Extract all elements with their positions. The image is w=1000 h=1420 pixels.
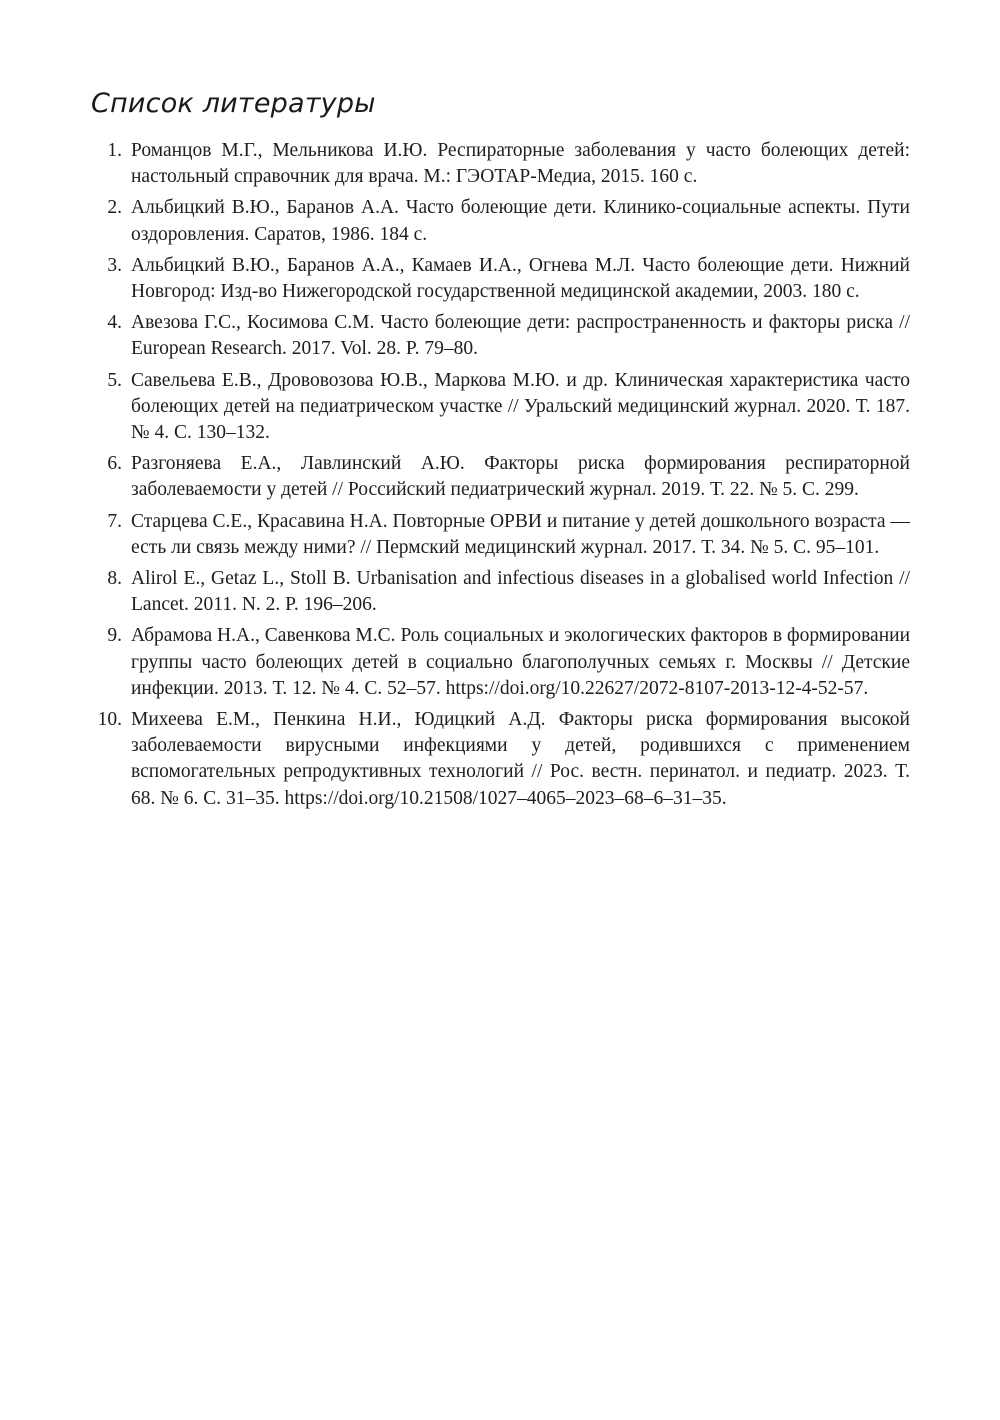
reference-item <box>92 451 910 503</box>
reference-number: 1. <box>107 140 122 161</box>
reference-text: Alirol E., Getaz L., Stoll B. Urbanisation and infectious diseases in a globalised world Infection // Lancet. 2011. N. 2. P. 196–206. <box>131 568 910 616</box>
reference-number: 6. <box>107 453 122 475</box>
section-heading: Список литературы <box>91 88 376 119</box>
reference-item <box>92 195 910 247</box>
reference-item <box>92 566 910 618</box>
reference-text: Альбицкий В.Ю., Баранов А.А. Часто болеющие дети. Клинико-социальные аспекты. Пути оздоровления. Саратов, 1986. 184 с. <box>131 197 910 245</box>
reference-number: 7. <box>107 510 122 532</box>
reference-text: Абрамова Н.А., Савенкова М.С. Роль социальных и экологических факторов в формировании группы часто болеющих детей в социально благополучных семьях г. Москвы // Детские инфекции. 2013. Т. 12. № 4. С. 52–57. https://doi.org/10.22627/2072-8107-2013-12-4-52-57. <box>131 625 910 699</box>
reference-text: Михеева Е.М., Пенкина Н.И., Юдицкий А.Д. Факторы риска формирования высокой заболеваемости вирусными инфекциями у детей, родившихся с применением вспомогательных репродуктивных технологий // Рос. вестн. перинатол. и педиатр. 2023. Т. 68. № 6. С. 31–35. https://doi.org/10.21508/1027–4065–2023–68–6–31–35. <box>131 709 910 809</box>
reference-item <box>92 707 910 812</box>
reference-number: 5. <box>107 369 122 391</box>
reference-text: Старцева С.Е., Красавина Н.А. Повторные ОРВИ и питание у детей дошкольного возраста — есть ли связь между ними? // Пермский медицинский журнал. 2017. Т. 34. № 5. С. 95–101. <box>131 510 910 558</box>
reference-item <box>92 310 910 362</box>
reference-text: Савельева Е.В., Дрововозова Ю.В., Маркова М.Ю. и др. Клиническая характеристика часто болеющих детей на педиатрическом участке // Уральский медицинский журнал. 2020. Т. 187. № 4. С. 130–132. <box>131 369 910 444</box>
reference-item <box>92 138 910 190</box>
reference-text: Разгоняева Е.А., Лавлинский А.Ю. Факторы риска формирования респираторной заболеваемости у детей // Российский педиатрический журнал. 2019. Т. 22. № 5. С. 299. <box>131 453 910 501</box>
reference-text: Альбицкий В.Ю., Баранов А.А., Камаев И.А., Огнева М.Л. Часто болеющие дети. Нижний Новгород: Изд-во Нижегородской государственной медицинской академии, 2003. 180 с. <box>131 254 910 303</box>
reference-number: 10. <box>97 709 122 731</box>
reference-item <box>92 623 910 702</box>
reference-item <box>92 368 910 447</box>
reference-text: Авезова Г.С., Косимова С.М. Часто болеющие дети: распространенность и факторы риска // European Research. 2017. Vol. 28. P. 79–80. <box>131 312 910 360</box>
reference-number: 2. <box>107 197 122 219</box>
reference-item <box>92 253 910 305</box>
reference-list <box>92 138 910 817</box>
reference-item <box>92 509 910 561</box>
reference-number: 9. <box>107 625 122 647</box>
reference-text: Романцов М.Г., Мельникова И.Ю. Респираторные заболевания у часто болеющих детей: настольный справочник для врача. М.: ГЭОТАР-Медиа, 2015. 160 с. <box>131 140 910 188</box>
reference-number: 4. <box>107 312 122 334</box>
reference-number: 8. <box>107 568 122 590</box>
reference-number: 3. <box>107 254 122 276</box>
